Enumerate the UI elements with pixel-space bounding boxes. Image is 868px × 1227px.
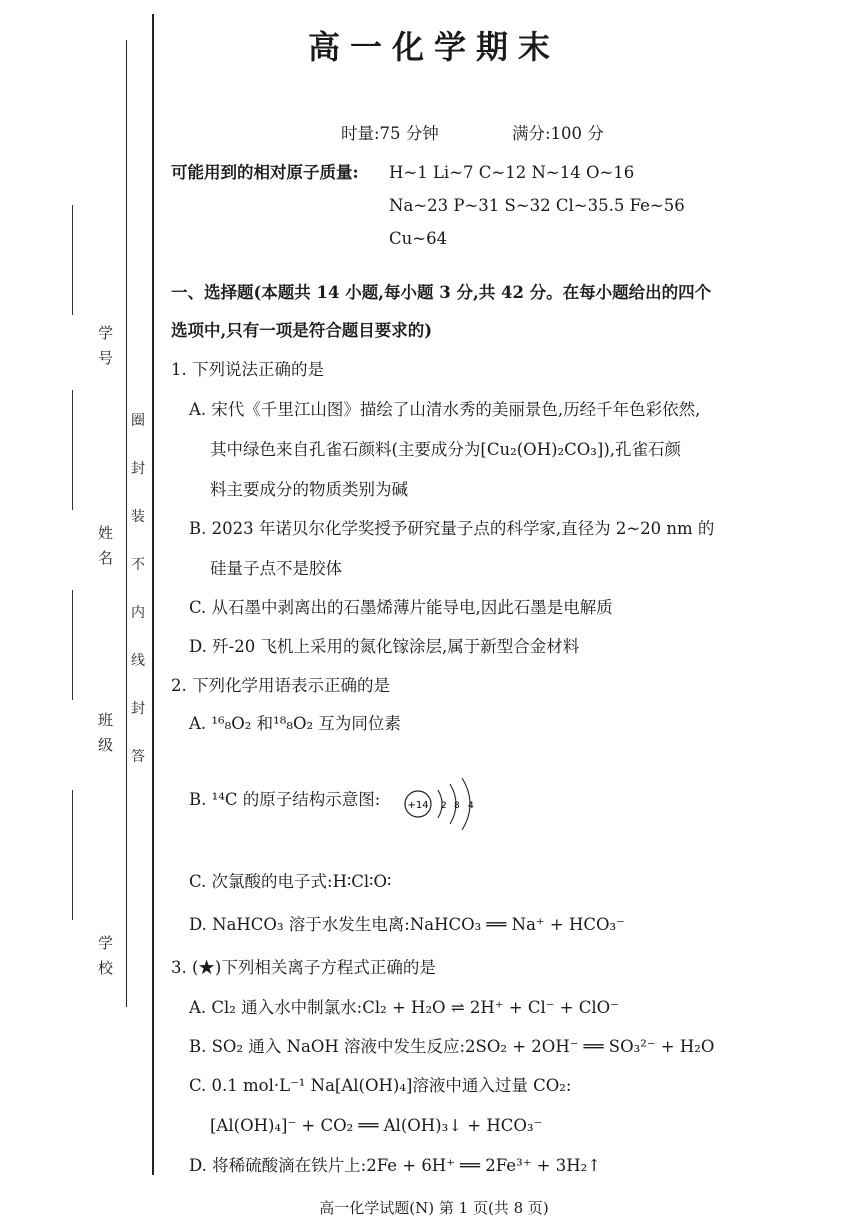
q3-option-d: D. 将稀硫酸滴在铁片上:2Fe + 6H⁺ ══ 2Fe³⁺ + 3H₂↑: [189, 1156, 602, 1175]
q1-option-a: A. 宋代《千里江山图》描绘了山清水秀的美丽景色,历经千年色彩依然,: [189, 400, 701, 419]
q2-stem: 2. 下列化学用语表示正确的是: [171, 676, 390, 695]
field-class-label: 班级: [96, 712, 114, 762]
atom-structure-diagram: [404, 778, 484, 830]
q1-option-d: D. 歼-20 飞机上采用的氮化镓涂层,属于新型合金材料: [189, 637, 580, 656]
q3-stem: 3. (★)下列相关离子方程式正确的是: [171, 958, 436, 977]
field-class-blank: [72, 590, 73, 700]
atom-shell-electrons: 8: [454, 801, 460, 811]
q1-option-b: B. 2023 年诺贝尔化学奖授予研究量子点的科学家,直径为 2~20 nm 的: [189, 519, 715, 538]
section-heading: 选项中,只有一项是符合题目要求的): [171, 321, 433, 340]
time-limit: 时量:75 分钟: [341, 124, 439, 143]
atomic-mass-row: Cu~64: [389, 229, 448, 248]
seal-char: 封: [131, 701, 145, 717]
field-name-blank: [72, 390, 73, 510]
q2-option-b: B. ¹⁴C 的原子结构示意图:: [189, 790, 381, 809]
atomic-mass-label: 可能用到的相对原子质量:: [171, 163, 359, 182]
seal-char: 装: [131, 509, 145, 525]
q3-option-b: B. SO₂ 通入 NaOH 溶液中发生反应:2SO₂ + 2OH⁻ ══ SO₃²⁻ + H₂O: [189, 1037, 715, 1056]
q2-option-c: C. 次氯酸的电子式:H∶Cl∶O∶: [189, 872, 392, 891]
binding-line-inner: [152, 14, 154, 1175]
atom-shell-electrons: 2: [441, 801, 447, 811]
atomic-mass-row: H~1 Li~7 C~12 N~14 O~16: [389, 163, 635, 182]
seal-char: 封: [131, 461, 145, 477]
full-score: 满分:100 分: [512, 124, 604, 143]
seal-char: 不: [131, 557, 145, 573]
q1-option-a: 其中绿色来自孔雀石颜料(主要成分为[Cu₂(OH)₂CO₃]),孔雀石颜: [210, 440, 682, 459]
q3-option-c: C. 0.1 mol·L⁻¹ Na[Al(OH)₄]溶液中通入过量 CO₂:: [189, 1076, 572, 1095]
field-school-label: 学校: [96, 935, 114, 985]
page-footer: 高一化学试题(N) 第 1 页(共 8 页): [319, 1199, 549, 1217]
field-student-id-blank: [72, 205, 73, 315]
q2-option-a: A. ¹⁶₈O₂ 和¹⁸₈O₂ 互为同位素: [189, 714, 401, 733]
exam-title: 高一化学期末: [307, 28, 560, 66]
q2-option-d: D. NaHCO₃ 溶于水发生电离:NaHCO₃ ══ Na⁺ + HCO₃⁻: [189, 915, 625, 934]
atom-shell-electrons: 4: [468, 801, 474, 811]
seal-char: 线: [131, 653, 145, 669]
q1-stem: 1. 下列说法正确的是: [171, 360, 324, 379]
section-heading: 一、选择题(本题共 14 小题,每小题 3 分,共 42 分。在每小题给出的四个: [171, 283, 712, 302]
field-school-blank: [72, 790, 73, 920]
binding-line-outer: [126, 40, 127, 1007]
field-name-label: 姓名: [96, 525, 114, 575]
field-student-id-label: 学号: [96, 325, 114, 375]
q3-option-c: [Al(OH)₄]⁻ + CO₂ ══ Al(OH)₃↓ + HCO₃⁻: [210, 1116, 543, 1135]
atomic-mass-row: Na~23 P~31 S~32 Cl~35.5 Fe~56: [389, 196, 685, 215]
seal-char: 圈: [131, 413, 145, 429]
q1-option-c: C. 从石墨中剥离出的石墨烯薄片能导电,因此石墨是电解质: [189, 598, 613, 617]
q1-option-a: 料主要成分的物质类别为碱: [210, 480, 408, 499]
q1-option-b: 硅量子点不是胶体: [210, 559, 342, 578]
atom-nucleus-charge: +14: [407, 800, 429, 811]
seal-char: 内: [131, 605, 145, 621]
seal-char: 答: [131, 749, 145, 765]
q3-option-a: A. Cl₂ 通入水中制氯水:Cl₂ + H₂O ⇌ 2H⁺ + Cl⁻ + ClO⁻: [189, 998, 619, 1017]
